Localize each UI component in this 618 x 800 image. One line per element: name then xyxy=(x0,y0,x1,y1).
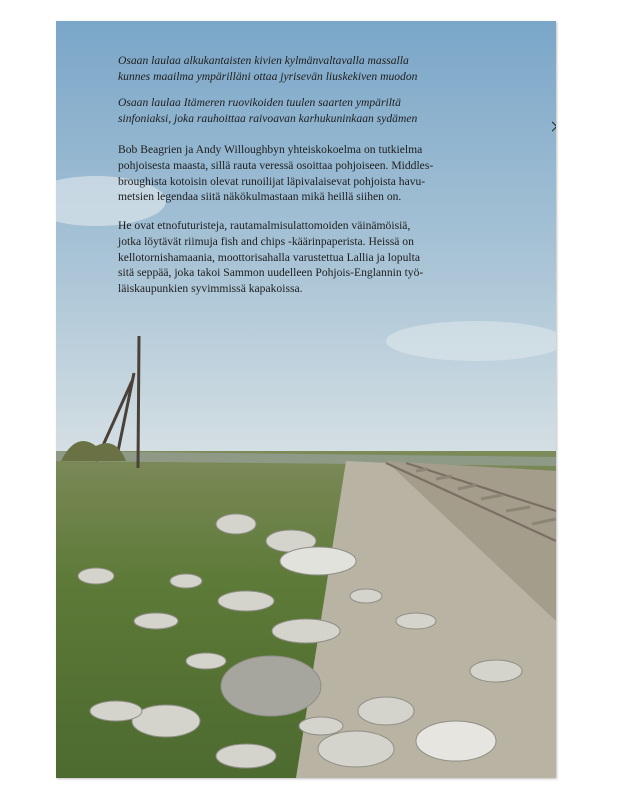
stanza-line: Osaan laulaa alkukantaisten kivien kylmänvaltavalla massalla xyxy=(118,54,409,67)
back-cover-text xyxy=(118,53,538,308)
paragraph-line: broughista kotoisin olevat runoilijat läpivalaisevat pohjoista havu- xyxy=(118,174,426,188)
paragraph-line: He ovat etnofuturisteja, rautamalmisulattomoiden väinämöisiä, xyxy=(118,219,411,233)
paragraph-line: Bob Beagrien ja Andy Willoughbyn yhteiskokoelma on tutkielma xyxy=(118,143,423,157)
poem-stanza-1 xyxy=(118,53,538,84)
paragraph-line: pohjoisesta maasta, sillä rauta veressä osoittaa pohjoiseen. Middles- xyxy=(118,159,434,173)
stanza-line: Osaan laulaa Itämeren ruovikoiden tuulen saarten ympäriltä xyxy=(118,96,401,110)
poem-stanza-2 xyxy=(118,95,538,126)
paragraph-line: kellotornishamaania, moottorisahalla varustettua Lallia ja lopulta xyxy=(118,250,420,264)
blurb-paragraph-2 xyxy=(118,218,538,297)
stanza-line: kunnes maailma ympärilläni ottaa jyrisevän liuskekiven muodon xyxy=(118,69,418,83)
paragraph-line: metsien legendaa siitä näkökulmastaan mikä heillä siihen on. xyxy=(118,190,402,204)
back-cover xyxy=(56,21,556,778)
blurb-paragraph-1 xyxy=(118,142,538,205)
paragraph-line: läiskaupunkien syvimmissä kapakoissa. xyxy=(118,282,303,295)
paragraph-line: jotka löytävät riimuja fish and chips -käärinpaperista. Heissä on xyxy=(118,234,414,248)
paragraph-line: sitä seppää, joka takoi Sammon uudelleen Pohjois-Englannin työ- xyxy=(118,266,424,280)
stanza-line: sinfoniaksi, joka rauhoittaa raivoavan karhukuninkaan sydämen xyxy=(118,111,418,125)
